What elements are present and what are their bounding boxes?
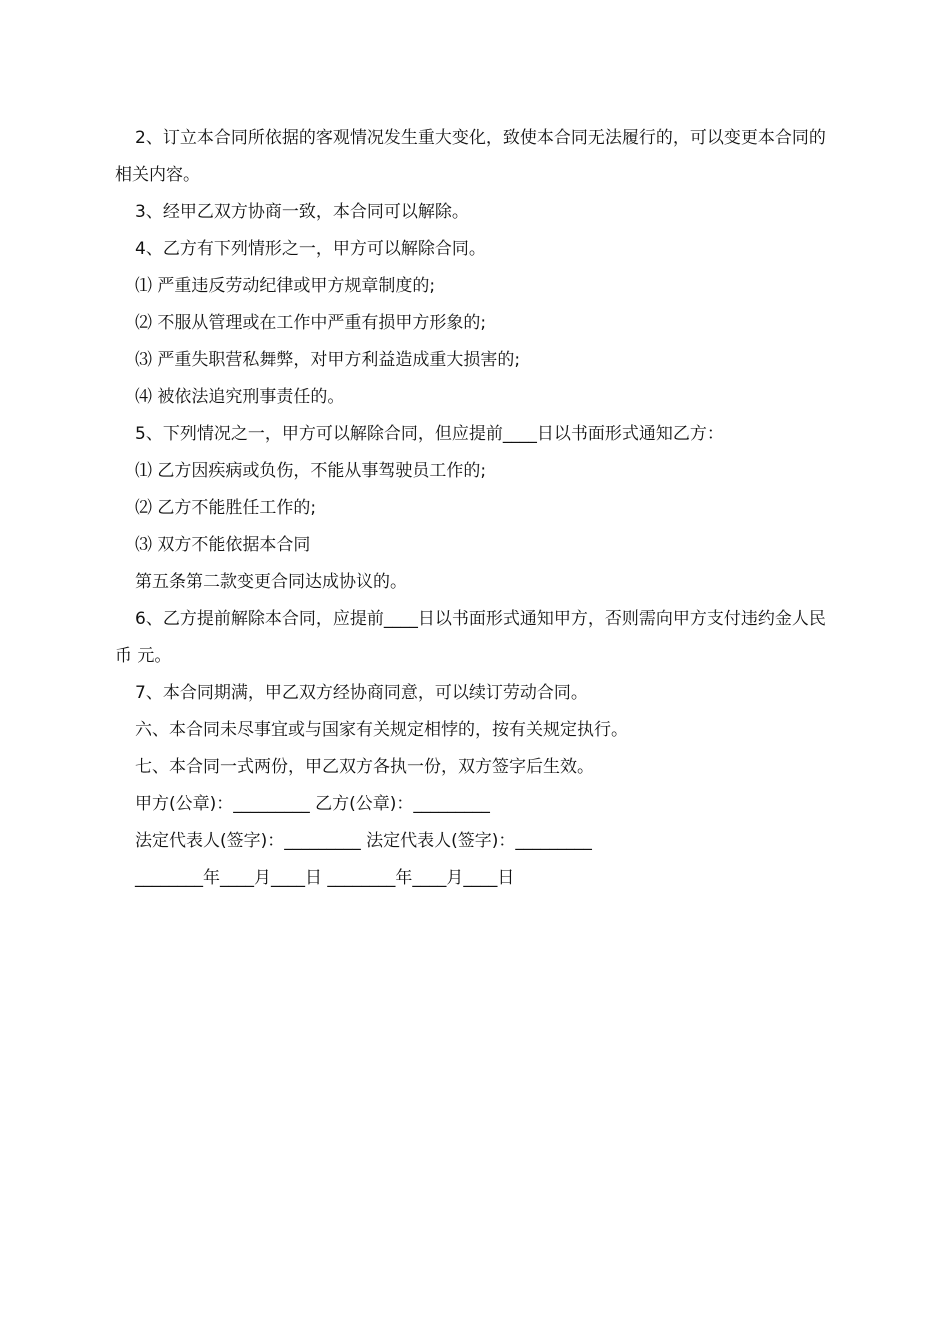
clause-4-item-4: ⑷ 被依法追究刑事责任的。 [135,387,345,407]
signature-representatives: 法定代表人(签字)：_________ 法定代表人(签字)：_________ [135,831,592,851]
clause-5-item-1: ⑴ 乙方因疾病或负伤，不能从事驾驶员工作的; [135,461,487,481]
clause-4-item-2: ⑵ 不服从管理或在工作中严重有损甲方形象的; [135,313,487,333]
clause-5-item-2: ⑵ 乙方不能胜任工作的; [135,498,317,518]
clause-4-item-3: ⑶ 严重失职营私舞弊，对甲方利益造成重大损害的; [135,350,521,370]
clause-5-item-3: ⑶ 双方不能依据本合同 [135,535,311,555]
clause-4-item-1: ⑴ 严重违反劳动纪律或甲方规章制度的; [135,276,436,296]
article-7: 七、本合同一式两份，甲乙双方各执一份，双方签字后生效。 [135,757,594,777]
article-6: 六、本合同未尽事宜或与国家有关规定相悖的，按有关规定执行。 [135,720,628,740]
signature-dates: ________年____月____日 ________年____月____日 [135,868,515,888]
clause-4: 4、乙方有下列情形之一，甲方可以解除合同。 [135,239,486,259]
contract-body [115,120,837,897]
clause-7: 7、本合同期满，甲乙双方经协商同意，可以续订劳动合同。 [135,683,588,703]
clause-3: 3、经甲乙双方协商一致，本合同可以解除。 [135,202,469,222]
clause-6: 6、乙方提前解除本合同，应提前____日以书面形式通知甲方，否则需向甲方支付违约金人民币 元。 [115,609,826,666]
clause-5-item-3-cont: 第五条第二款变更合同达成协议的。 [135,572,407,592]
clause-2: 2、订立本合同所依据的客观情况发生重大变化，致使本合同无法履行的，可以变更本合同的相关内容。 [115,128,826,185]
signature-seals: 甲方(公章)：_________ 乙方(公章)：_________ [135,794,490,814]
clause-5: 5、下列情况之一，甲方可以解除合同，但应提前____日以书面形式通知乙方： [135,424,724,444]
